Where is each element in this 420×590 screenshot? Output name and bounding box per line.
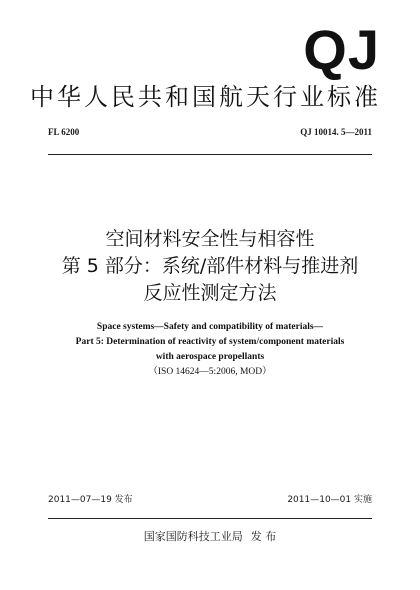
chinese-title-line-2: 第 5 部分：系统/部件材料与推进剂 <box>61 255 359 277</box>
issuer-action: 发 布 <box>250 530 277 543</box>
standard-number: QJ 10014. 5—2011 <box>300 127 372 137</box>
issuer-line <box>0 530 420 544</box>
chinese-title-line-3: 反应性测定方法 <box>143 282 277 304</box>
iso-reference: （ISO 14624—5:2006, MOD） <box>148 367 272 377</box>
chinese-title <box>0 226 420 307</box>
effective-date: 2011—10—01 实施 <box>287 495 372 505</box>
ics-code: FL 6200 <box>48 127 80 137</box>
issuer-name: 国家国防科技工业局 <box>143 530 243 543</box>
qj-logo: QJ <box>303 18 380 81</box>
publish-date: 2011—07—19 发布 <box>48 495 133 505</box>
bottom-divider <box>48 518 372 519</box>
english-title-line-3: with aerospace propellants <box>155 352 265 362</box>
top-divider <box>48 154 372 155</box>
chinese-title-line-1: 空间材料安全性与相容性 <box>105 228 315 250</box>
english-title-line-1: Space systems—Safety and compatibility of materials— <box>96 322 324 332</box>
english-title-line-2: Part 5: Determination of reactivity of system/component materials <box>75 337 345 347</box>
english-title <box>0 320 420 380</box>
org-title: 中华人民共和国航天行业标准 <box>30 83 381 111</box>
